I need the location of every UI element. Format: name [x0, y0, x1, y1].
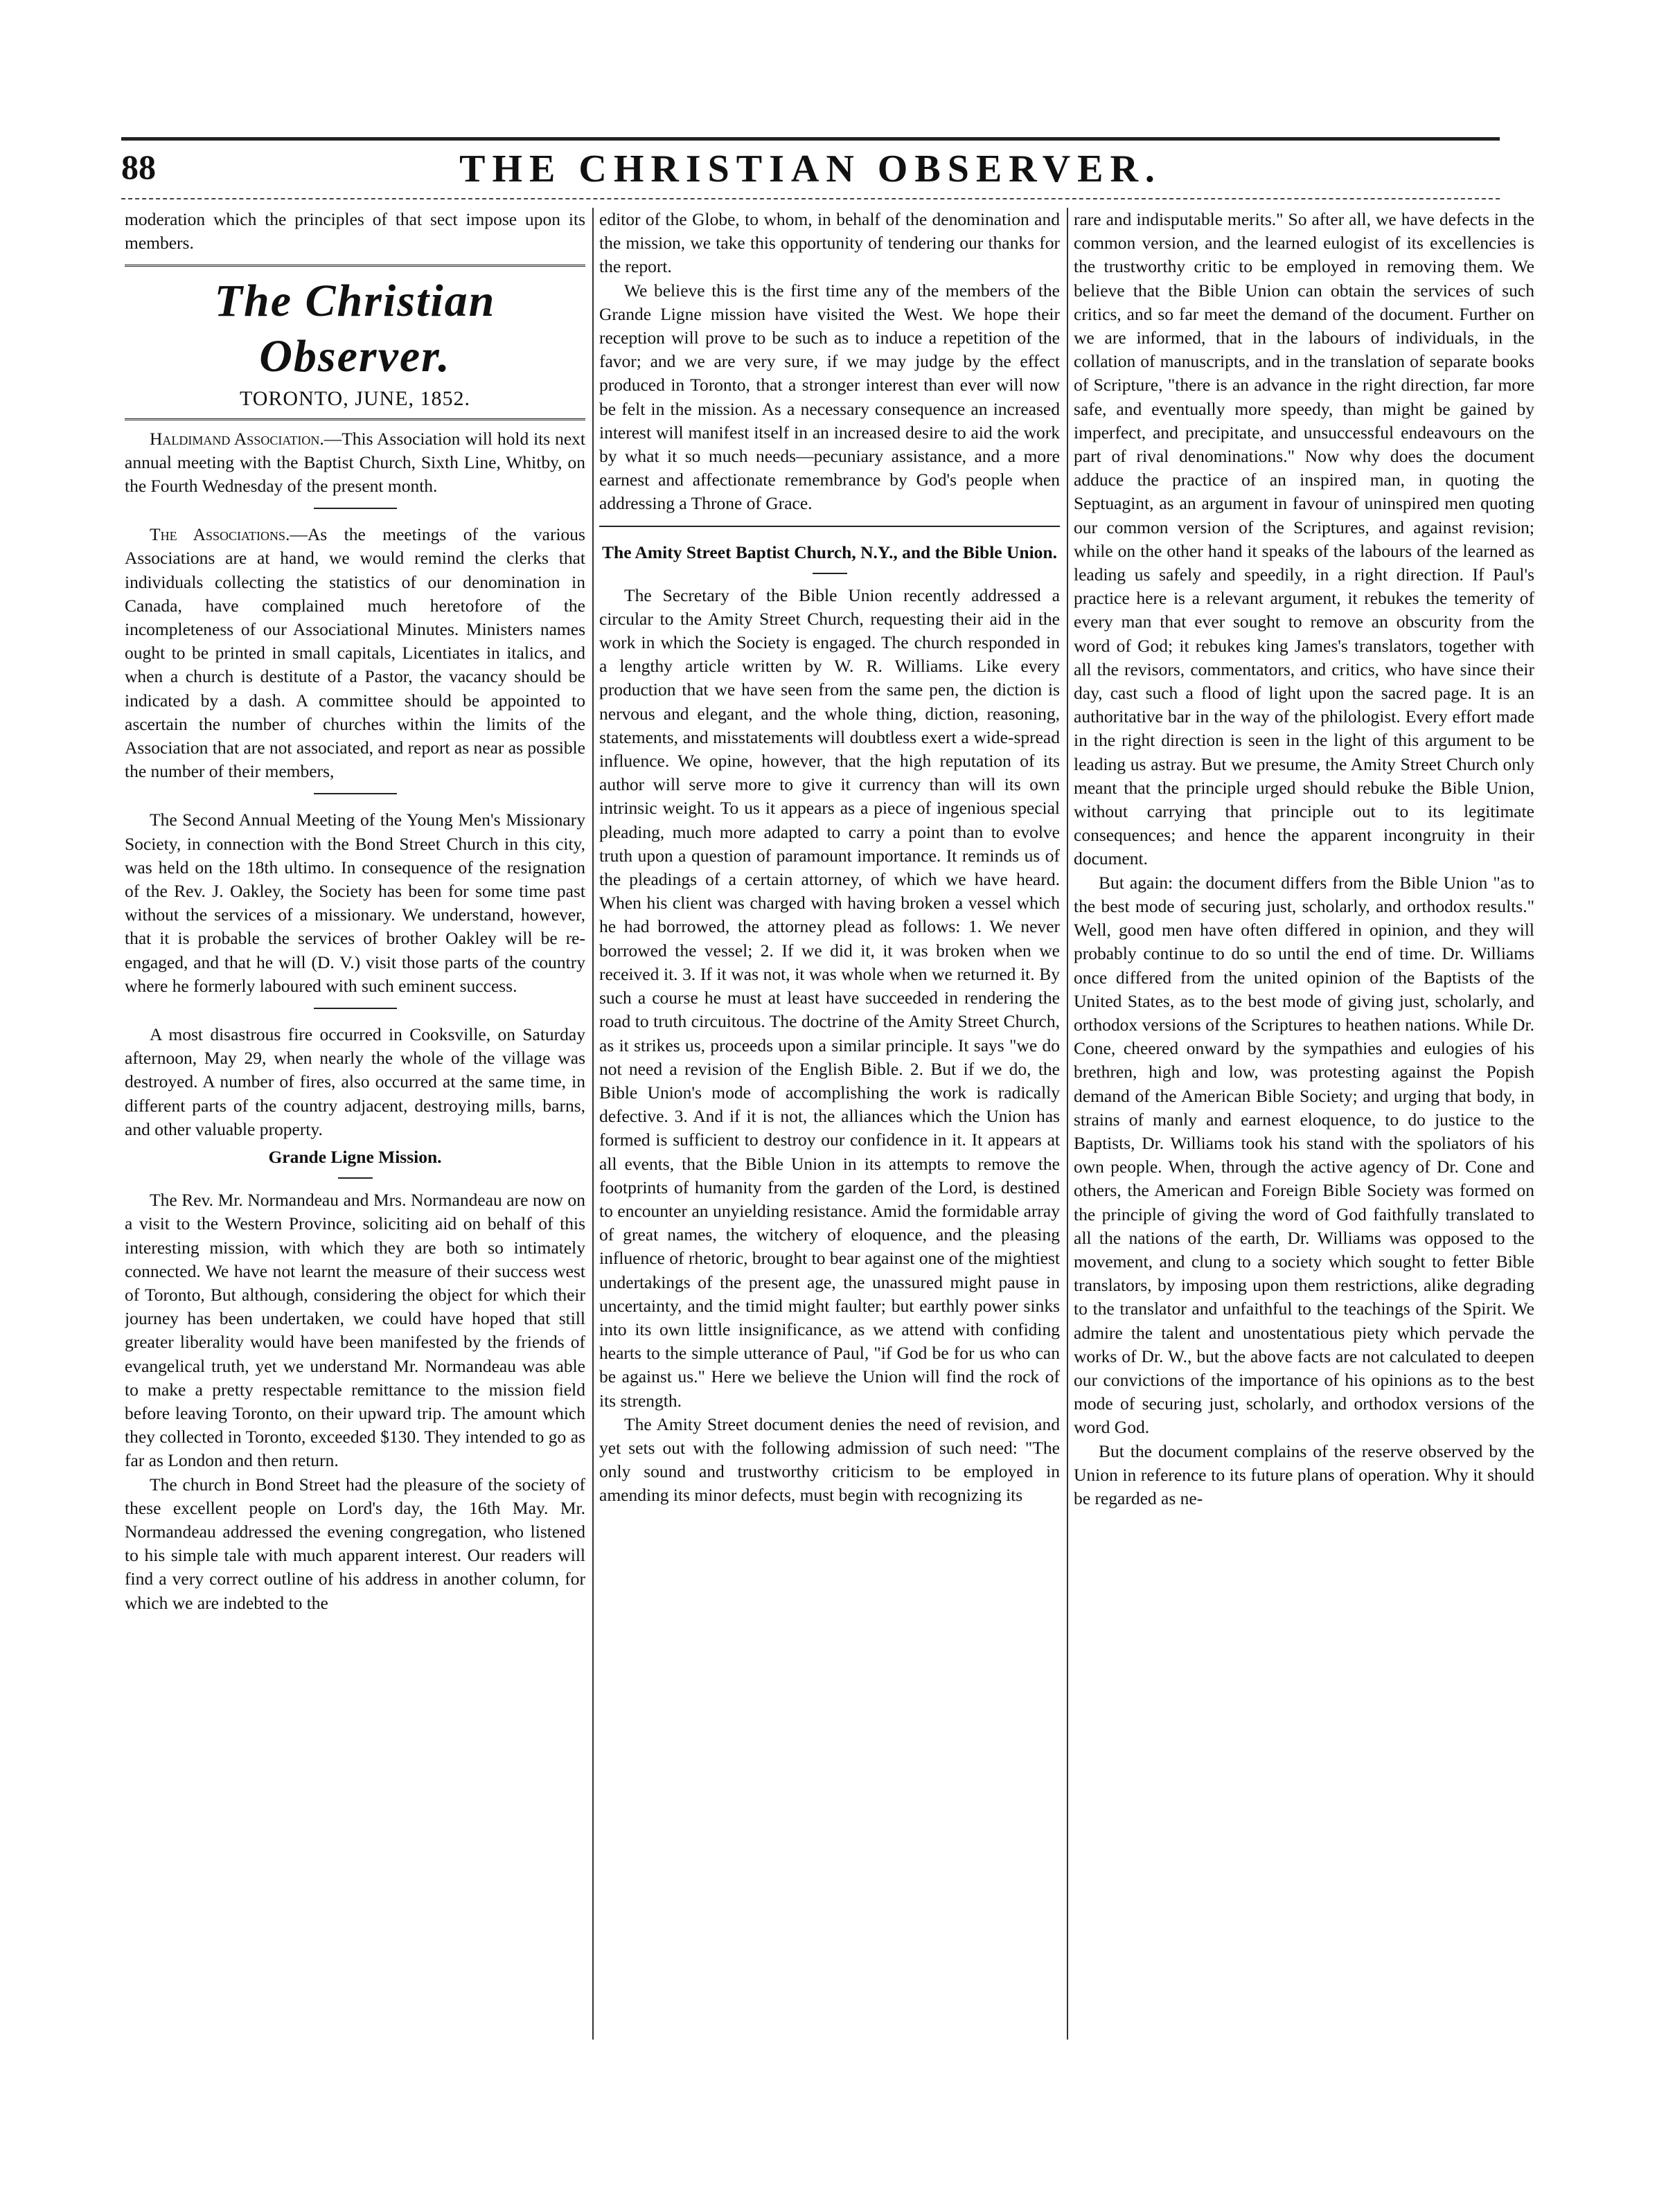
separator	[314, 793, 397, 794]
banner-rule	[125, 418, 585, 420]
page-number: 88	[121, 148, 156, 186]
separator	[813, 573, 847, 574]
paragraph: Haldimand Association.—This Association will hold its next annual meeting with the Baptist Church, Sixth Line, Whitby, on the Fourth Wednesday of the present month.	[125, 428, 585, 497]
paragraph: The Associations.—As the meetings of the various Associations are at hand, we would remind the clerks that individuals collecting the statistics of our denomination in Canada, have complained much heretofore of the incompleteness of our Associational Minutes. Ministers names ought to be printed in small capitals, Licentiates in italics, and when a church is destitute of a Pastor, the vacancy should be indicated by a dash. A committee should be appointed to ascertain the number of churches within the limits of the Association that are not associated, and report as near as possible the number of their members,	[125, 524, 585, 782]
column-1	[125, 208, 585, 2195]
separator	[314, 1008, 397, 1009]
paragraph: We believe this is the first time any of the members of the Grande Ligne mission have visited the West. We hope their reception will prove to be such as to induce a repetition of the favor; and we are very sure, if we may judge by the effect produced in Toronto, that a stronger interest than ever will now be felt in the mission. As a necessary consequence an increased interest will manifest itself in an increased desire to aid the work by what it so much needs—pecuniary assistance, and a more earnest and affectionate remembrance by God's people when addressing a Throne of Grace.	[599, 280, 1060, 514]
header-rule	[121, 198, 1500, 199]
paragraph: But again: the document differs from the Bible Union "as to the best mode of securing just, scholarly, and orthodox results." Well, good men have often differed in opinion, and they will probably continue to do so until the end of time. Dr. Williams once differed from the united opinion of the Baptists of the United States, as to the best mode of giving just, scholarly, and orthodox versions of the Scriptures to heathen nations. While Dr. Cone, cheered onward by the sympathies and eulogies of his brethren, high and low, was protesting against the Popish demand of the American Bible Society; and urging that body, in strains of manly and earnest eloquence, to do justice to the Baptists, Dr. Williams took his stand with the spoliators of his own people. When, through the active agency of Dr. Cone and others, the American and Foreign Bible Society was formed on the principle of giving the word of God faithfully translated to all the nations of the earth, Dr. Williams was opposed to the movement, and clung to a society which sought to fetter Bible translators, by imposing upon them restrictions, alike degrading to the translator and unfaithful to the teachings of the Spirit. We admire the talent and unostentatious piety which pervade the works of Dr. W., but the above facts are not calculated to deepen our convictions of the importance of his opinions as to the best mode of securing just, scholarly, and orthodox versions of the word God.	[1074, 872, 1534, 1438]
top-rule	[121, 137, 1500, 141]
dateline: TORONTO, JUNE, 1852.	[239, 387, 471, 411]
section-heading: Grande Ligne Mission.	[268, 1147, 442, 1168]
separator	[314, 508, 397, 509]
column-2	[599, 208, 1060, 2195]
column-3	[1074, 208, 1534, 2195]
banner-rule	[125, 265, 585, 267]
paragraph: The Secretary of the Bible Union recently addressed a circular to the Amity Street Church, requesting their aid in the work in which the Society is engaged. The church responded in a lengthy article written by W. R. Williams. Like every production that we have seen from the same pen, the diction is nervous and elegant, and the whole thing, diction, reasoning, statements, and misstatements will doubtless exert a wide-spread influence. We opine, however, that the high reputation of its author will serve more to give it currency than will its own intrinsic weight. To us it appears as a piece of ingenious special pleading, much more adapted to carry a point than to evolve truth upon a question of paramount importance. It reminds us of the pleadings of a certain attorney, of which we have heard. When his client was charged with having broken a vessel which he had borrowed, the attorney plead as follows: 1. We never borrowed the vessel; 2. If we did it, it was broken when we received it. 3. If it was not, it was whole when we returned it. By such a course he must at least have succeeded in rendering the road to truth circuitous. The doctrine of the Amity Street Church, as it strikes us, proceeds upon a similar principle. It says "we do not need a revision of the English Bible. 2. But if we do, the Bible Union's mode of accomplishing the work is radically defective. 3. And if it is not, the alliances which the Union has formed is sufficient to destroy our confidence in it. It appears at all events, that the Bible Union in its attempts to remove the footprints of humanity from the garden of the Lord, is destined to encounter an unyielding resistance. Amid the formidable array of great names, the witchery of eloquence, and the pleasing influence of rhetoric, brought to bear against one of the mightiest undertakings of the present age, the unassured might pause in uncertainty, and the timid might faulter; but earthly power sinks into its own little insignificance, as we attend with confiding hearts to the simple utterance of Paul, "if God be for us who can be against us." Here we believe the Union will find the rock of its strength.	[599, 585, 1060, 1411]
paragraph: rare and indisputable merits." So after all, we have defects in the common version, and the learned eulogist of its excellencies is the trustworthy critic to be employed in removing them. We believe that the Bible Union can obtain the services of such critics, and so far meet the demand of the document. Further on we are informed, that in the labours of individuals, in the collation of manuscripts, and in the translation of separate books of Scripture, "there is an advance in the right direction, far more safe, and eventually more speedy, than might be gained by imperfect, and precipitate, and unsuccessful endeavours on the part of rival denominations." Now why does the document adduce the practice of an inspired man, in quoting the Septuagint, as an argument in favour of uninspired men quoting our common version of the Scriptures, and against revision; while on the other hand it speaks of the labours of the learned as leading us safely and speedily, in a right direction. If Paul's practice here is a relevant argument, it rebukes the temerity of every man that ever sought to remove an obscurity from the word of God; it rebukes king James's translators, together with all the revisors, commentators, and critics, who have since their day, cast such a flood of light upon the sacred page. It is an authoritative bar in the way of the philologist. Every effort made in the right direction is seen in the light of this argument to be leading us astray. But we presume, the Amity Street Church only meant that the principle urged should rebuke the Bible Union, without carrying that principle out to its legitimate consequences; and hence the apparent incongruity in their document.	[1074, 209, 1534, 869]
paragraph: The church in Bond Street had the pleasure of the society of these excellent people on Lord's day, the 16th May. Mr. Normandeau addressed the evening congregation, who listened to his simple tale with much apparent interest. Our readers will find a very correct outline of his address in another column, for which we are indebted to the	[125, 1474, 585, 1613]
separator	[338, 1177, 373, 1179]
paragraph: A most disastrous fire occurred in Cooksville, on Saturday afternoon, May 29, when nearly the whole of the village was destroyed. A number of fires, also occurred at the same time, in different parts of the country adjacent, destroying mills, barns, and other valuable property.	[125, 1024, 585, 1139]
paragraph: moderation which the principles of that sect impose upon its members.	[125, 209, 585, 253]
banner-title: The Christian Observer.	[214, 276, 496, 382]
paragraph: The Rev. Mr. Normandeau and Mrs. Normandeau are now on a visit to the Western Province, soliciting aid on behalf of this interesting mission, with which they are both so intimately connected. We have not learnt the measure of their success west of Toronto, But although, considering the object for which their journey has been undertaken, we could have hoped that still greater liberality would have been manifested by the friends of evangelical truth, yet we understand Mr. Normandeau was able to make a pretty respectable remittance to the mission field before leaving Toronto, on their upward trip. The amount which they collected in Toronto, exceeded $130. They intended to go as far as London and then return.	[125, 1190, 585, 1471]
lead-in: Haldimand Association.	[150, 428, 324, 449]
paragraph: The Second Annual Meeting of the Young Men's Missionary Society, in connection with the Bond Street Church in this city, was held on the 18th ultimo. In consequence of the resignation of the Rev. J. Oakley, the Society has been for some time past without the services of a missionary. We understand, however, that it is probable the services of brother Oakley will be re-engaged, and that he will (D. V.) visit those parts of the country where he formerly laboured with such eminent success.	[125, 810, 585, 996]
masthead: THE CHRISTIAN OBSERVER.	[459, 148, 1162, 190]
editorial-banner	[125, 265, 585, 420]
section-heading: The Amity Street Baptist Church, N.Y., and the Bible Union.	[602, 542, 1057, 562]
lead-in: The Associations.	[150, 524, 290, 545]
separator	[599, 526, 1060, 527]
paragraph: But the document complains of the reserve observed by the Union in reference to its future plans of operation. Why it should be regarded as ne-	[1074, 1441, 1534, 1508]
column-divider	[592, 208, 594, 2040]
page-header	[121, 147, 1500, 195]
paragraph: The Amity Street document denies the need of revision, and yet sets out with the following admission of such need: "The only sound and trustworthy criticism to be employed in amending its minor defects, must begin with recognizing its	[599, 1413, 1060, 1506]
paragraph: editor of the Globe, to whom, in behalf of the denomination and the mission, we take this opportunity of tendering our thanks for the report.	[599, 209, 1060, 277]
column-divider	[1067, 208, 1068, 2040]
